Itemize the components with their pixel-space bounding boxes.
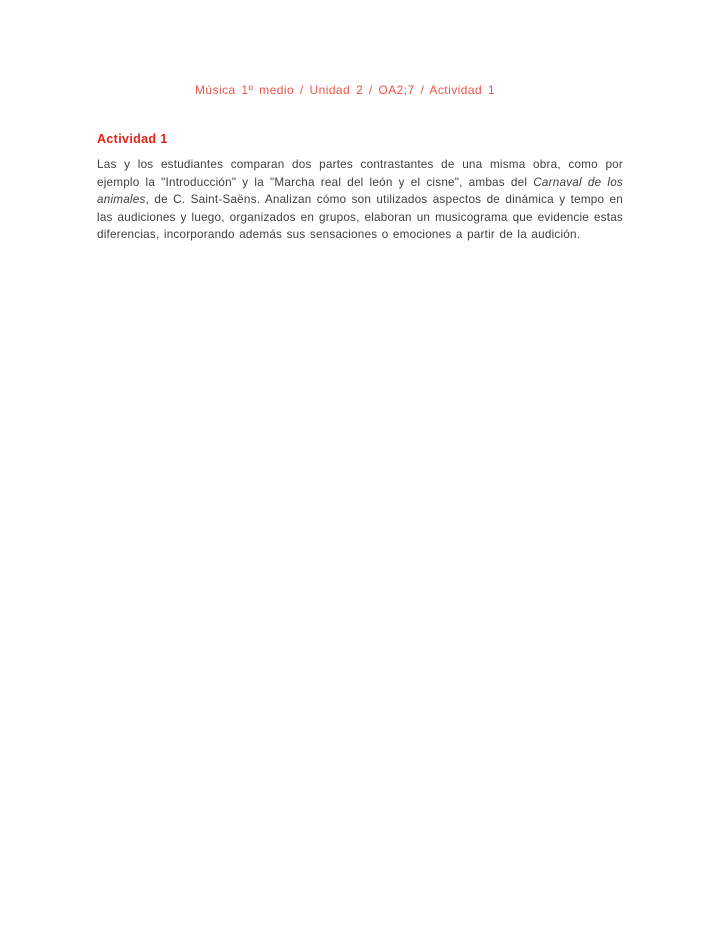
- activity-heading: Actividad 1: [97, 132, 168, 146]
- activity-description: [97, 156, 623, 244]
- description-text-tail: , de C. Saint-Saëns. Analizan cómo son utilizados aspectos de dinámica y tempo en las audiciones y luego, organizados en grupos, elaboran un musicograma que evidencie estas diferencias, incorporando además sus sensaciones o emociones a partir de la audición.: [97, 193, 623, 242]
- description-text-lead: Las y los estudiantes comparan dos partes contrastantes de una misma obra, como por ejemplo la "Introducción" y la "Marcha real del león y el cisne", ambas del: [97, 158, 623, 189]
- breadcrumb: Música 1º medio / Unidad 2 / OA2;7 / Actividad 1: [194, 83, 496, 97]
- activity-section: [97, 132, 623, 244]
- work-title-italic: Carnaval de los animales: [97, 175, 623, 207]
